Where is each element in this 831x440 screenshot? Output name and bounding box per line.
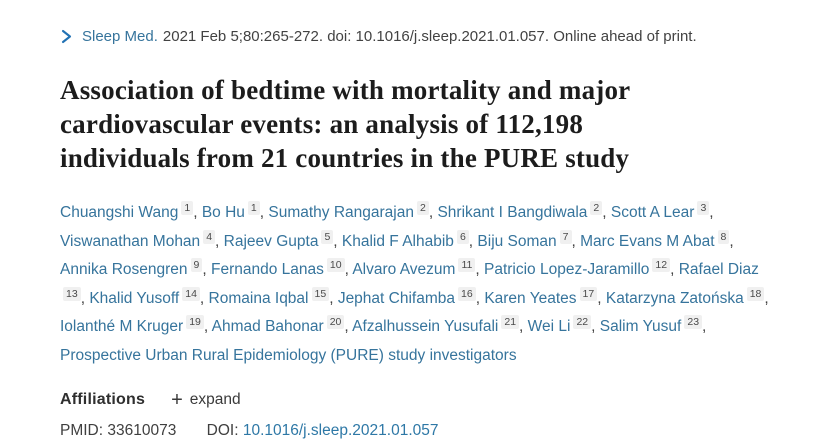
author-separator: , — [475, 289, 485, 307]
author-separator: , — [344, 261, 353, 278]
citation-bar — [60, 27, 776, 46]
affiliation-superscript: 1 — [248, 201, 260, 215]
author-link[interactable]: Bo Hu — [201, 204, 245, 221]
author-separator: , — [468, 232, 478, 250]
page-title-line: Association of bedtime with mortality and major — [60, 75, 631, 105]
author-link[interactable]: Katarzyna Zatońska — [605, 289, 744, 307]
author-link[interactable]: Patricio Lopez-Jaramillo — [483, 261, 650, 278]
doi-link[interactable]: 10.1016/j.sleep.2021.01.057 — [242, 422, 439, 439]
author-link[interactable]: Alvaro Avezum — [352, 261, 456, 278]
doi-label: DOI: — [206, 422, 239, 439]
pmid-value: 33610073 — [107, 422, 177, 439]
author-link[interactable]: Khalid F Alhabib — [341, 232, 454, 250]
author-separator: , — [709, 204, 714, 221]
affiliation-superscript: 11 — [458, 258, 475, 272]
author-separator: , — [333, 232, 342, 250]
author-separator: , — [475, 261, 484, 278]
author-separator: , — [193, 204, 202, 221]
author-link[interactable]: Romaina Iqbal — [208, 289, 309, 307]
citation-text: 2021 Feb 5;80:265-272. doi: 10.1016/j.sleep.2021.01.057. Online ahead of print. — [162, 28, 697, 45]
author-separator: , — [602, 204, 611, 221]
journal-link[interactable]: Sleep Med. — [82, 28, 158, 45]
author-link[interactable]: Biju Soman — [477, 232, 557, 250]
affiliation-superscript: 22 — [573, 315, 591, 329]
author-separator: , — [670, 261, 679, 278]
author-separator: , — [591, 318, 600, 335]
affiliation-superscript: 10 — [327, 258, 345, 272]
affiliation-superscript: 6 — [457, 230, 469, 244]
author-link[interactable]: Khalid Yusoff — [89, 289, 180, 307]
author-separator: , — [329, 289, 338, 307]
affiliations-row — [60, 391, 776, 409]
affiliation-superscript: 17 — [580, 287, 598, 301]
affiliation-superscript: 9 — [191, 258, 203, 272]
author-separator: , — [764, 289, 769, 307]
author-link[interactable]: Karen Yeates — [484, 289, 577, 307]
author-separator: , — [729, 232, 734, 250]
affiliation-superscript: 4 — [203, 230, 215, 244]
affiliation-superscript: 7 — [560, 230, 572, 244]
author-separator: , — [215, 232, 224, 250]
author-link[interactable]: Wei Li — [527, 318, 571, 335]
affiliation-superscript: 14 — [182, 287, 200, 301]
affiliation-superscript: 3 — [697, 201, 709, 215]
affiliation-superscript: 20 — [327, 315, 345, 329]
author-separator: , — [597, 289, 606, 307]
author-separator: , — [344, 318, 353, 335]
identifiers-row — [60, 422, 776, 440]
author-separator: , — [259, 204, 269, 221]
author-separator: , — [203, 318, 212, 335]
expand-affiliations-button[interactable] — [171, 391, 241, 409]
author-link[interactable]: Sumathy Rangarajan — [268, 204, 414, 221]
affiliation-superscript: 18 — [747, 287, 765, 301]
author-link[interactable]: Rafael Diaz — [678, 261, 759, 278]
affiliation-superscript: 19 — [186, 315, 204, 329]
author-separator: , — [199, 289, 209, 307]
author-link[interactable]: Ahmad Bahonar — [211, 318, 324, 335]
affiliation-superscript: 13 — [63, 287, 81, 301]
author-link[interactable]: Rajeev Gupta — [223, 232, 319, 250]
affiliation-superscript: 15 — [312, 287, 330, 301]
affiliation-superscript: 8 — [718, 230, 730, 244]
journal-toggle-button[interactable] — [60, 29, 73, 44]
author-separator: , — [702, 318, 707, 335]
author-link[interactable]: Marc Evans M Abat — [580, 232, 715, 250]
collaborator-group-link[interactable]: Prospective Urban Rural Epidemiology (PURE) study investigators — [60, 346, 517, 364]
author-link[interactable]: Annika Rosengren — [60, 261, 188, 278]
expand-button-label: expand — [189, 391, 241, 408]
affiliation-superscript: 12 — [652, 258, 670, 272]
author-link[interactable]: Scott A Lear — [610, 204, 695, 221]
affiliation-superscript: 21 — [501, 315, 519, 329]
author-link[interactable]: Viswanathan Mohan — [60, 232, 201, 250]
author-link[interactable]: Fernando Lanas — [211, 261, 324, 278]
affiliation-superscript: 16 — [458, 287, 476, 301]
author-separator: , — [428, 204, 438, 221]
page-title — [60, 73, 776, 175]
author-link[interactable]: Salim Yusuf — [599, 318, 682, 335]
plus-icon: + — [171, 389, 183, 411]
author-link[interactable]: Iolanthé M Kruger — [60, 318, 184, 335]
affiliation-superscript: 2 — [590, 201, 602, 215]
author-link[interactable]: Shrikant I Bangdiwala — [437, 204, 588, 221]
author-list — [60, 199, 776, 370]
author-separator: , — [202, 261, 211, 278]
affiliation-superscript: 1 — [181, 201, 193, 215]
affiliation-superscript: 2 — [417, 201, 429, 215]
chevron-right-icon — [60, 29, 73, 44]
author-separator: , — [571, 232, 581, 250]
affiliation-superscript: 23 — [684, 315, 702, 329]
author-separator: , — [519, 318, 528, 335]
affiliations-heading: Affiliations — [60, 391, 146, 408]
pmid-label: PMID: — [60, 422, 104, 439]
author-link[interactable]: Chuangshi Wang — [60, 204, 179, 221]
affiliation-superscript: 5 — [321, 230, 333, 244]
page-title-line: individuals from 21 countries in the PURE study — [60, 143, 630, 173]
page-title-line: cardiovascular events: an analysis of 112,198 — [60, 109, 584, 139]
author-link[interactable]: Jephat Chifamba — [337, 289, 455, 307]
pmid-group — [60, 422, 181, 439]
author-link[interactable]: Afzalhussein Yusufali — [352, 318, 499, 335]
author-separator: , — [80, 289, 90, 307]
doi-group — [207, 422, 439, 439]
